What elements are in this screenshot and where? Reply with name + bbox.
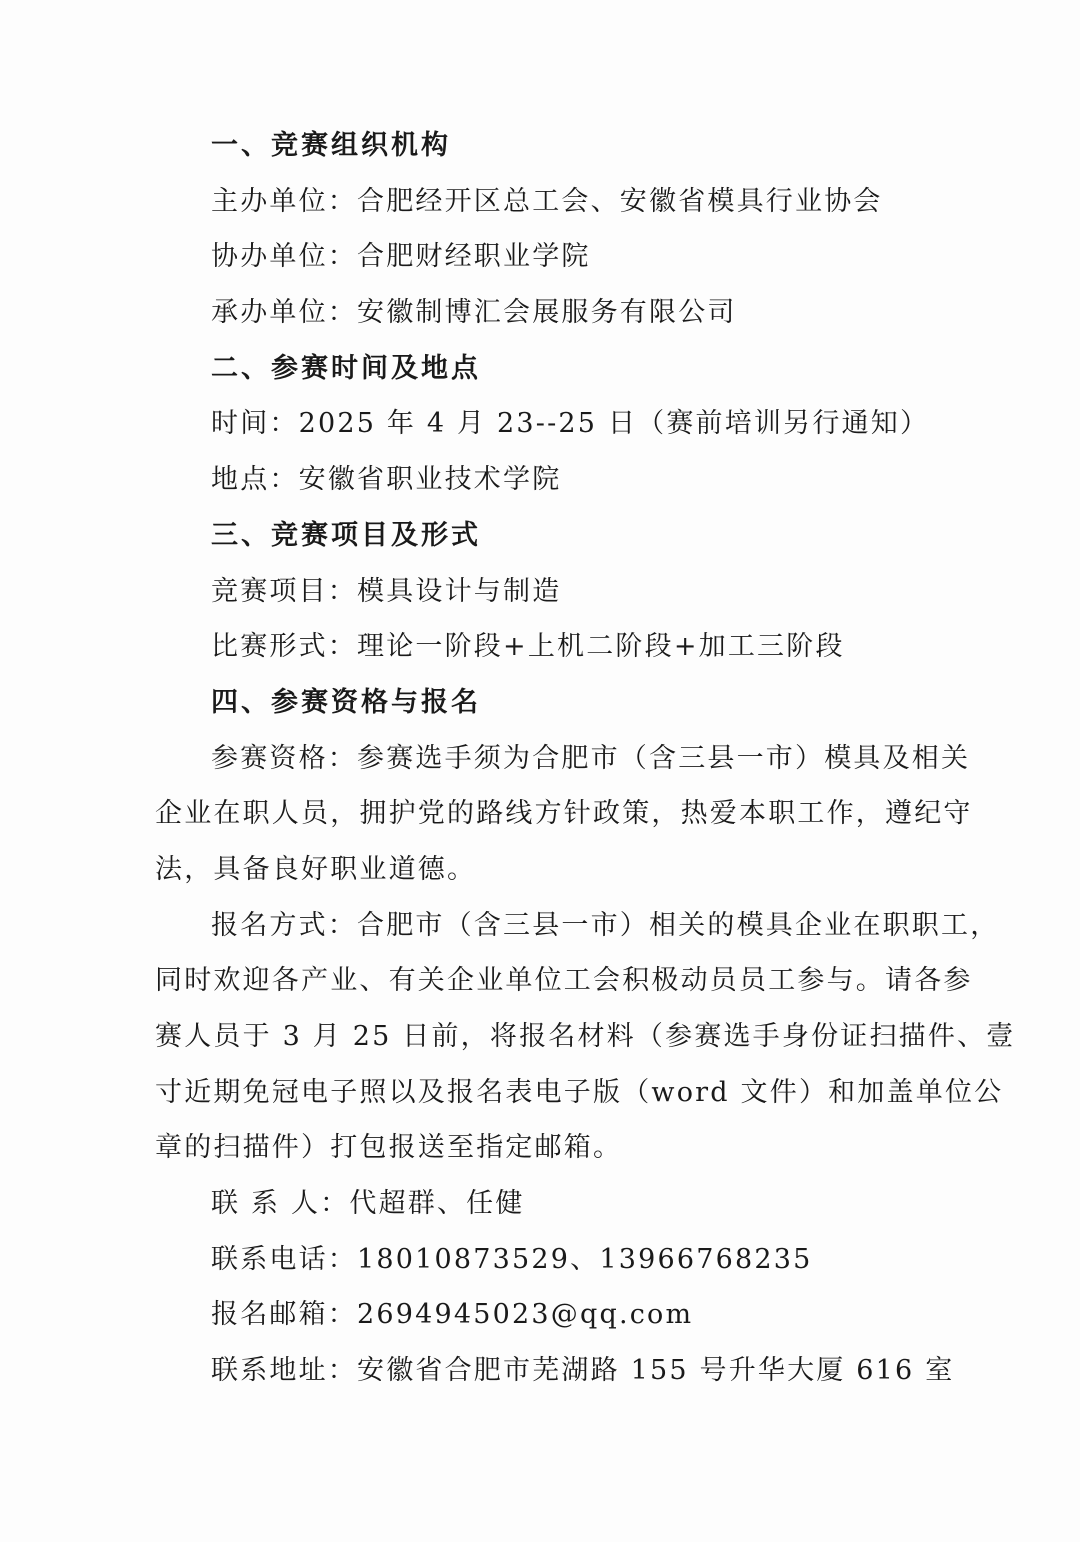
- format-line: 比赛形式：理论一阶段+上机二阶段+加工三阶段: [211, 631, 845, 663]
- qualification-paragraph: [155, 731, 973, 898]
- project-line: 竞赛项目：模具设计与制造: [211, 575, 562, 607]
- registration-line: 寸近期免冠电子照以及报名表电子版（word 文件）和加盖单位公: [155, 1076, 1004, 1108]
- address-line: 联系地址：安徽省合肥市芜湖路 155 号升华大厦 616 室: [211, 1355, 955, 1387]
- undertaker-line: 承办单位：安徽制博汇会展服务有限公司: [211, 297, 737, 329]
- registration-line: 报名方式：合肥市（含三县一市）相关的模具企业在职职工，: [211, 909, 1000, 941]
- qualification-line: 法，具备良好职业道德。: [155, 853, 477, 885]
- section-2-heading: 二、参赛时间及地点: [211, 352, 481, 384]
- document-body: [155, 118, 1016, 1399]
- qualification-line: 企业在职人员，拥护党的路线方针政策，热爱本职工作，遵纪守: [155, 798, 973, 830]
- location-line: 地点：安徽省职业技术学院: [211, 464, 562, 496]
- contact-phone-line: 联系电话：18010873529、13966768235: [211, 1243, 813, 1275]
- contact-person-line: 联 系 人：代超群、任健: [211, 1188, 525, 1220]
- qualification-line: 参赛资格：参赛选手须为合肥市（含三县一市）模具及相关: [211, 742, 971, 774]
- organizer-line: 主办单位：合肥经开区总工会、安徽省模具行业协会: [211, 185, 883, 217]
- email-line: 报名邮箱：2694945023@qq.com: [211, 1299, 694, 1331]
- time-line: 时间：2025 年 4 月 23--25 日（赛前培训另行通知）: [211, 408, 930, 440]
- registration-line: 同时欢迎各产业、有关企业单位工会积极动员员工参与。请各参: [155, 965, 973, 997]
- section-4-heading: 四、参赛资格与报名: [211, 686, 481, 718]
- section-1-heading: 一、竞赛组织机构: [211, 130, 451, 161]
- co-organizer-line: 协办单位：合肥财经职业学院: [211, 241, 591, 273]
- section-3-heading: 三、竞赛项目及形式: [211, 519, 481, 551]
- registration-line: 赛人员于 3 月 25 日前，将报名材料（参赛选手身份证扫描件、壹: [155, 1021, 1016, 1052]
- registration-paragraph: [155, 898, 1016, 1176]
- registration-line: 章的扫描件）打包报送至指定邮箱。: [155, 1132, 623, 1164]
